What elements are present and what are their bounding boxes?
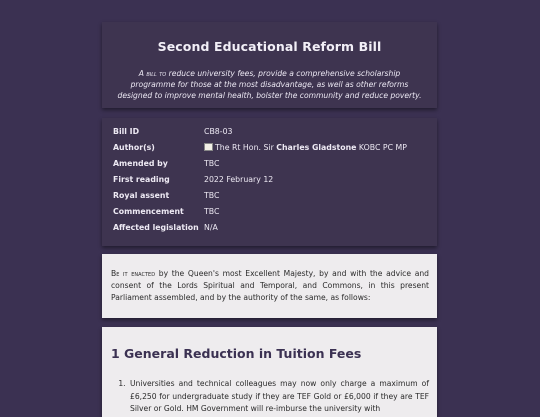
bill-description-lead: A bill to xyxy=(138,69,167,78)
info-row-royal-assent xyxy=(113,191,429,203)
info-value: CB8-03 xyxy=(204,127,233,136)
info-row-authors xyxy=(113,143,429,155)
info-value: N/A xyxy=(204,223,218,232)
author-prefix: The Rt Hon. Sir xyxy=(215,143,277,152)
bill-title: Second Educational Reform Bill xyxy=(157,39,382,54)
info-label: First reading xyxy=(113,175,170,184)
info-value: TBC xyxy=(204,159,220,168)
info-label: Royal assent xyxy=(113,191,170,200)
info-row-first-reading xyxy=(113,175,429,187)
bill-info-table xyxy=(102,118,437,246)
enacting-formula-card xyxy=(102,254,437,318)
flag-icon xyxy=(204,143,213,151)
section-heading: 1 General Reduction in Tuition Fees xyxy=(111,346,362,361)
section-clauses xyxy=(111,378,429,416)
info-value: 2022 February 12 xyxy=(204,175,274,184)
section-1-card xyxy=(102,327,437,417)
author-name[interactable]: Charles Gladstone xyxy=(276,143,357,152)
author-suffix: KOBC PC MP xyxy=(356,143,407,152)
info-row-bill-id xyxy=(113,127,429,139)
info-label: Commencement xyxy=(113,207,184,216)
enacting-text: by the Queen's most Excellent Majesty, by and with the advice and consent of the Lords Spiritual and Temporal, and Commons, in this present Parliament assembled, and by the authority of the same, as follows: xyxy=(111,269,429,302)
info-value xyxy=(204,143,407,152)
info-label: Affected legislation xyxy=(113,223,199,232)
info-label: Amended by xyxy=(113,159,168,168)
info-label: Bill ID xyxy=(113,127,140,136)
bill-title-card xyxy=(102,22,437,108)
enacting-formula xyxy=(111,268,429,304)
info-row-affected-legislation xyxy=(113,223,429,235)
bill-description-text: reduce university fees, provide a comprehensive scholarship programme for those at the most disadvantage, as well as other reforms designed to improve mental health, bolster the community and reduce poverty. xyxy=(117,69,422,100)
enacting-lead: Be it enacted xyxy=(111,269,156,278)
info-label: Author(s) xyxy=(113,143,155,152)
info-value: TBC xyxy=(204,191,220,200)
info-row-amended-by xyxy=(113,159,429,171)
bill-description xyxy=(116,68,423,101)
clause-item: 1. Universities and technical colleagues may now only charge a maximum of £6,250 for undergraduate study if they are TEF Gold or £6,000 if they are TEF Silver or Gold. HM Government will re-imburse the university with xyxy=(128,378,429,416)
info-value: TBC xyxy=(204,207,220,216)
info-row-commencement xyxy=(113,207,429,219)
